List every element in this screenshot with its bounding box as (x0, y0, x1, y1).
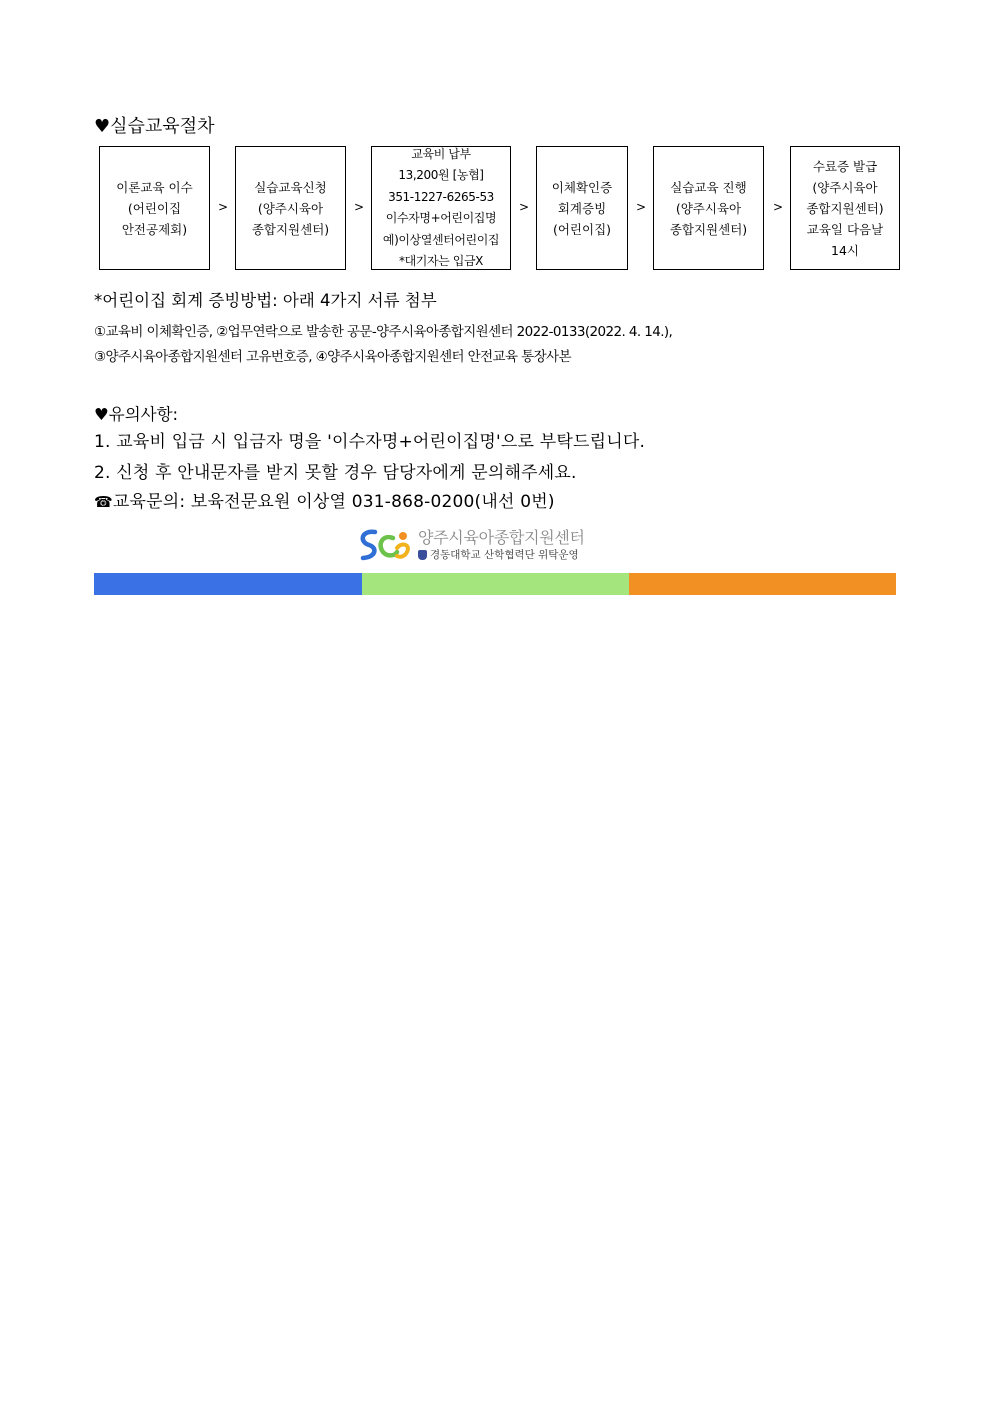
step-line: (어린이집 (127, 200, 182, 216)
step-line: 이론교육 이수 (116, 179, 193, 195)
step-line: 13,200원 [농협] (398, 168, 484, 182)
university-seal-icon (418, 550, 427, 560)
logo-subtitle (418, 548, 579, 562)
step-line: 교육비 납부 (411, 146, 471, 161)
step-line: 이수자명+어린이집명 (385, 211, 497, 225)
accounting-line-1: ①교육비 이체확인증, ②업무연락으로 발송한 공문-양주시육아종합지원센터 2022-0133(2022. 4. 14.), (94, 324, 673, 340)
step-line: 종합지원센터) (669, 221, 748, 237)
telephone-icon: ☎ (94, 493, 113, 511)
color-bar-green (362, 573, 629, 595)
accounting-line-2: ③양주시육아종합지원센터 고유번호증, ④양주시육아종합지원센터 안전교육 통장사본 (94, 349, 571, 365)
color-bar-blue (94, 573, 362, 595)
step-line: 실습교육신청 (254, 179, 327, 195)
heart-icon: ♥ (94, 405, 109, 424)
step-line: (어린이집) (552, 221, 612, 237)
step-box-payment (371, 146, 511, 270)
heart-icon: ♥ (94, 116, 111, 137)
flow-arrow: > (353, 200, 365, 214)
notes-heading (94, 404, 178, 426)
flow-arrow: > (635, 200, 647, 214)
contact-text: 교육문의: 보육전문요원 이상열 031-868-0200(내선 0번) (112, 492, 555, 512)
step-box-apply (235, 146, 346, 270)
color-bar-orange (629, 573, 896, 595)
step-line: *대기자는 입금X (399, 254, 483, 268)
step-line: 종합지원센터) (251, 221, 330, 237)
step-line: (양주시육아 (675, 200, 742, 216)
logo-subtitle-text: 경동대학교 산학협력단 위탁운영 (430, 549, 579, 561)
note-item-1: 1. 교육비 입금 시 입금자 명을 '이수자명+어린이집명'으로 부탁드립니다. (94, 432, 646, 452)
procedure-heading (94, 116, 214, 138)
procedure-title: 실습교육절차 (110, 116, 215, 137)
step-line: (양주시육아 (257, 200, 324, 216)
step-line: 351-1227-6265-53 (388, 189, 494, 204)
step-line: 14시 (831, 242, 859, 258)
step-line: 실습교육 진행 (670, 179, 747, 195)
flow-arrow: > (518, 200, 530, 214)
step-line: 교육일 다음날 (806, 221, 884, 237)
step-box-receipt (536, 146, 628, 270)
step-line: 예)이상열센터어린이집 (382, 232, 500, 247)
note-item-2: 2. 신청 후 안내문자를 받지 못할 경우 담당자에게 문의해주세요. (94, 463, 577, 483)
flow-arrow: > (772, 200, 784, 214)
step-line: 종합지원센터) (806, 200, 884, 216)
accounting-title: *어린이집 회계 증빙방법: 아래 4가지 서류 첨부 (94, 291, 437, 310)
step-box-training (653, 146, 764, 270)
step-line: 수료증 발급 (812, 158, 878, 174)
flow-arrow: > (217, 200, 229, 214)
step-box-certificate (790, 146, 900, 270)
step-line: 회계증빙 (557, 200, 607, 216)
center-logo-mark (355, 526, 415, 564)
step-line: (양주시육아 (812, 179, 878, 195)
step-box-theory (99, 146, 210, 270)
step-line: 이체확인증 (551, 179, 613, 195)
contact-line (94, 490, 555, 514)
step-line: 안전공제회) (121, 221, 188, 237)
logo-title: 양주시육아종합지원센터 (418, 528, 585, 547)
notes-title: 유의사항: (108, 405, 179, 424)
